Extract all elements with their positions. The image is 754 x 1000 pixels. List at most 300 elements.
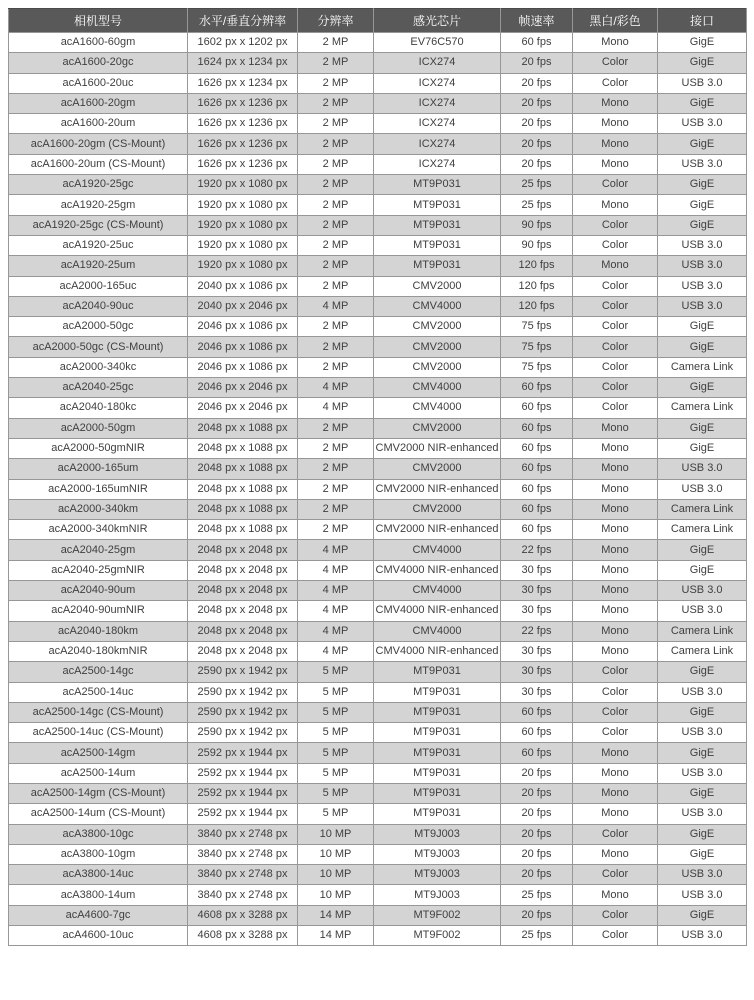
cell-mono-color: Mono	[573, 459, 658, 479]
cell-resolution-px: 1920 px x 1080 px	[188, 215, 298, 235]
table-row	[9, 418, 747, 438]
cell-sensor: CMV4000 NIR-enhanced	[374, 560, 501, 580]
cell-mono-color: Color	[573, 276, 658, 296]
table-row	[9, 93, 747, 113]
cell-sensor: MT9J003	[374, 844, 501, 864]
cell-model: acA1920-25gm	[9, 195, 188, 215]
cell-interface: USB 3.0	[658, 581, 747, 601]
cell-interface: Camera Link	[658, 641, 747, 661]
cell-interface: GigE	[658, 560, 747, 580]
cell-sensor: MT9P031	[374, 804, 501, 824]
cell-model: acA2000-340kmNIR	[9, 520, 188, 540]
cell-frame-rate: 20 fps	[501, 824, 573, 844]
table-row	[9, 520, 747, 540]
table-body	[9, 33, 747, 946]
cell-model: acA2040-90uc	[9, 296, 188, 316]
cell-mono-color: Color	[573, 378, 658, 398]
cell-frame-rate: 22 fps	[501, 621, 573, 641]
cell-interface: USB 3.0	[658, 885, 747, 905]
cell-resolution-px: 2048 px x 1088 px	[188, 438, 298, 458]
cell-sensor: CMV2000	[374, 276, 501, 296]
cell-frame-rate: 120 fps	[501, 256, 573, 276]
cell-interface: GigE	[658, 53, 747, 73]
cell-model: acA2040-25gc	[9, 378, 188, 398]
cell-sensor: CMV2000	[374, 499, 501, 519]
cell-model: acA1600-20uc	[9, 73, 188, 93]
table-row	[9, 73, 747, 93]
cell-mono-color: Mono	[573, 499, 658, 519]
cell-megapixels: 2 MP	[298, 459, 374, 479]
cell-model: acA2000-165umNIR	[9, 479, 188, 499]
cell-resolution-px: 3840 px x 2748 px	[188, 844, 298, 864]
cell-frame-rate: 25 fps	[501, 885, 573, 905]
cell-resolution-px: 1624 px x 1234 px	[188, 53, 298, 73]
cell-model: acA1920-25um	[9, 256, 188, 276]
camera-spec-table	[8, 8, 747, 946]
cell-mono-color: Color	[573, 317, 658, 337]
table-row	[9, 378, 747, 398]
cell-sensor: ICX274	[374, 134, 501, 154]
column-header-sensor: 感光芯片	[374, 9, 501, 33]
cell-interface: USB 3.0	[658, 479, 747, 499]
cell-sensor: MT9J003	[374, 865, 501, 885]
cell-frame-rate: 20 fps	[501, 73, 573, 93]
cell-interface: USB 3.0	[658, 114, 747, 134]
cell-model: acA4600-10uc	[9, 926, 188, 946]
cell-sensor: MT9P031	[374, 175, 501, 195]
cell-resolution-px: 2592 px x 1944 px	[188, 804, 298, 824]
cell-sensor: MT9F002	[374, 926, 501, 946]
cell-interface: Camera Link	[658, 520, 747, 540]
cell-interface: GigE	[658, 743, 747, 763]
cell-frame-rate: 90 fps	[501, 215, 573, 235]
cell-mono-color: Mono	[573, 418, 658, 438]
cell-frame-rate: 20 fps	[501, 53, 573, 73]
cell-model: acA2500-14um	[9, 763, 188, 783]
cell-megapixels: 2 MP	[298, 134, 374, 154]
cell-frame-rate: 20 fps	[501, 763, 573, 783]
cell-interface: USB 3.0	[658, 763, 747, 783]
cell-mono-color: Mono	[573, 581, 658, 601]
cell-mono-color: Mono	[573, 134, 658, 154]
cell-model: acA2040-180kc	[9, 398, 188, 418]
cell-frame-rate: 90 fps	[501, 235, 573, 255]
cell-megapixels: 2 MP	[298, 499, 374, 519]
cell-megapixels: 2 MP	[298, 53, 374, 73]
table-row	[9, 702, 747, 722]
cell-megapixels: 4 MP	[298, 641, 374, 661]
cell-model: acA2000-50gc (CS-Mount)	[9, 337, 188, 357]
column-header-model: 相机型号	[9, 9, 188, 33]
cell-sensor: MT9J003	[374, 885, 501, 905]
cell-interface: GigE	[658, 175, 747, 195]
table-row	[9, 743, 747, 763]
table-row	[9, 53, 747, 73]
table-row	[9, 601, 747, 621]
cell-resolution-px: 1920 px x 1080 px	[188, 175, 298, 195]
table-row	[9, 479, 747, 499]
cell-interface: Camera Link	[658, 621, 747, 641]
cell-megapixels: 2 MP	[298, 256, 374, 276]
cell-model: acA2040-25gmNIR	[9, 560, 188, 580]
cell-model: acA4600-7gc	[9, 905, 188, 925]
cell-resolution-px: 2590 px x 1942 px	[188, 702, 298, 722]
cell-interface: USB 3.0	[658, 865, 747, 885]
cell-resolution-px: 1626 px x 1236 px	[188, 154, 298, 174]
cell-resolution-px: 2592 px x 1944 px	[188, 783, 298, 803]
cell-megapixels: 2 MP	[298, 73, 374, 93]
cell-frame-rate: 20 fps	[501, 154, 573, 174]
cell-resolution-px: 2048 px x 1088 px	[188, 459, 298, 479]
cell-resolution-px: 2048 px x 1088 px	[188, 418, 298, 438]
table-row	[9, 33, 747, 53]
cell-resolution-px: 1920 px x 1080 px	[188, 195, 298, 215]
cell-sensor: MT9P031	[374, 783, 501, 803]
table-row	[9, 134, 747, 154]
cell-model: acA2040-25gm	[9, 540, 188, 560]
cell-mono-color: Color	[573, 73, 658, 93]
cell-interface: USB 3.0	[658, 256, 747, 276]
cell-interface: USB 3.0	[658, 723, 747, 743]
cell-megapixels: 4 MP	[298, 581, 374, 601]
cell-model: acA2000-50gmNIR	[9, 438, 188, 458]
table-row	[9, 641, 747, 661]
cell-resolution-px: 3840 px x 2748 px	[188, 824, 298, 844]
cell-resolution-px: 2590 px x 1942 px	[188, 662, 298, 682]
table-row	[9, 499, 747, 519]
cell-megapixels: 2 MP	[298, 520, 374, 540]
cell-megapixels: 14 MP	[298, 926, 374, 946]
cell-resolution-px: 4608 px x 3288 px	[188, 905, 298, 925]
cell-sensor: CMV2000	[374, 337, 501, 357]
cell-megapixels: 5 MP	[298, 723, 374, 743]
table-row	[9, 215, 747, 235]
cell-model: acA1920-25gc (CS-Mount)	[9, 215, 188, 235]
cell-frame-rate: 30 fps	[501, 641, 573, 661]
cell-resolution-px: 2592 px x 1944 px	[188, 743, 298, 763]
table-row	[9, 154, 747, 174]
cell-sensor: MT9J003	[374, 824, 501, 844]
cell-frame-rate: 30 fps	[501, 560, 573, 580]
cell-resolution-px: 1626 px x 1236 px	[188, 114, 298, 134]
cell-sensor: CMV4000	[374, 378, 501, 398]
cell-model: acA2000-340kc	[9, 357, 188, 377]
table-row	[9, 438, 747, 458]
cell-interface: USB 3.0	[658, 601, 747, 621]
cell-megapixels: 5 MP	[298, 662, 374, 682]
table-row	[9, 235, 747, 255]
cell-interface: Camera Link	[658, 499, 747, 519]
cell-megapixels: 5 MP	[298, 702, 374, 722]
cell-resolution-px: 2046 px x 2046 px	[188, 378, 298, 398]
cell-resolution-px: 1920 px x 1080 px	[188, 256, 298, 276]
cell-mono-color: Color	[573, 682, 658, 702]
cell-frame-rate: 20 fps	[501, 905, 573, 925]
cell-megapixels: 2 MP	[298, 357, 374, 377]
cell-megapixels: 4 MP	[298, 398, 374, 418]
cell-mono-color: Mono	[573, 621, 658, 641]
table-row	[9, 337, 747, 357]
cell-resolution-px: 2048 px x 2048 px	[188, 621, 298, 641]
cell-interface: GigE	[658, 195, 747, 215]
cell-model: acA2500-14um (CS-Mount)	[9, 804, 188, 824]
table-row	[9, 256, 747, 276]
cell-megapixels: 2 MP	[298, 317, 374, 337]
cell-frame-rate: 20 fps	[501, 134, 573, 154]
cell-frame-rate: 60 fps	[501, 479, 573, 499]
cell-sensor: MT9P031	[374, 662, 501, 682]
cell-mono-color: Color	[573, 865, 658, 885]
cell-frame-rate: 120 fps	[501, 296, 573, 316]
cell-megapixels: 2 MP	[298, 479, 374, 499]
cell-interface: USB 3.0	[658, 73, 747, 93]
cell-interface: Camera Link	[658, 357, 747, 377]
table-row	[9, 682, 747, 702]
table-row	[9, 824, 747, 844]
cell-model: acA2040-90umNIR	[9, 601, 188, 621]
cell-frame-rate: 20 fps	[501, 804, 573, 824]
cell-model: acA3800-14uc	[9, 865, 188, 885]
cell-megapixels: 2 MP	[298, 93, 374, 113]
cell-resolution-px: 2040 px x 1086 px	[188, 276, 298, 296]
cell-mono-color: Mono	[573, 783, 658, 803]
cell-mono-color: Mono	[573, 114, 658, 134]
table-row	[9, 357, 747, 377]
cell-frame-rate: 20 fps	[501, 114, 573, 134]
cell-mono-color: Color	[573, 53, 658, 73]
cell-sensor: ICX274	[374, 53, 501, 73]
cell-interface: GigE	[658, 438, 747, 458]
cell-mono-color: Mono	[573, 601, 658, 621]
cell-interface: GigE	[658, 662, 747, 682]
cell-megapixels: 5 MP	[298, 682, 374, 702]
cell-resolution-px: 2590 px x 1942 px	[188, 682, 298, 702]
cell-sensor: ICX274	[374, 154, 501, 174]
cell-model: acA1920-25uc	[9, 235, 188, 255]
cell-mono-color: Mono	[573, 438, 658, 458]
cell-frame-rate: 60 fps	[501, 398, 573, 418]
cell-interface: USB 3.0	[658, 804, 747, 824]
cell-model: acA1600-60gm	[9, 33, 188, 53]
cell-frame-rate: 25 fps	[501, 195, 573, 215]
cell-interface: GigE	[658, 418, 747, 438]
cell-sensor: MT9P031	[374, 763, 501, 783]
cell-interface: Camera Link	[658, 398, 747, 418]
cell-resolution-px: 2048 px x 2048 px	[188, 581, 298, 601]
table-row	[9, 581, 747, 601]
cell-mono-color: Color	[573, 175, 658, 195]
cell-mono-color: Mono	[573, 520, 658, 540]
cell-resolution-px: 2046 px x 1086 px	[188, 317, 298, 337]
cell-mono-color: Mono	[573, 479, 658, 499]
cell-resolution-px: 2046 px x 2046 px	[188, 398, 298, 418]
cell-sensor: ICX274	[374, 73, 501, 93]
cell-megapixels: 5 MP	[298, 743, 374, 763]
cell-sensor: CMV4000	[374, 621, 501, 641]
cell-sensor: ICX274	[374, 114, 501, 134]
cell-resolution-px: 2046 px x 1086 px	[188, 357, 298, 377]
cell-model: acA2500-14gm	[9, 743, 188, 763]
cell-sensor: CMV2000	[374, 357, 501, 377]
cell-mono-color: Color	[573, 905, 658, 925]
cell-megapixels: 2 MP	[298, 175, 374, 195]
cell-model: acA1600-20gm (CS-Mount)	[9, 134, 188, 154]
cell-interface: USB 3.0	[658, 459, 747, 479]
cell-interface: USB 3.0	[658, 296, 747, 316]
cell-model: acA2500-14uc	[9, 682, 188, 702]
cell-megapixels: 2 MP	[298, 195, 374, 215]
cell-interface: USB 3.0	[658, 154, 747, 174]
cell-megapixels: 2 MP	[298, 276, 374, 296]
cell-mono-color: Color	[573, 235, 658, 255]
cell-mono-color: Mono	[573, 743, 658, 763]
cell-interface: GigE	[658, 905, 747, 925]
cell-mono-color: Mono	[573, 641, 658, 661]
column-header-frame-rate: 帧速率	[501, 9, 573, 33]
cell-mono-color: Mono	[573, 256, 658, 276]
cell-mono-color: Mono	[573, 33, 658, 53]
cell-mono-color: Mono	[573, 763, 658, 783]
table-row	[9, 926, 747, 946]
cell-interface: GigE	[658, 337, 747, 357]
cell-model: acA2000-340km	[9, 499, 188, 519]
cell-sensor: CMV2000	[374, 418, 501, 438]
table-row	[9, 540, 747, 560]
cell-sensor: CMV2000	[374, 459, 501, 479]
cell-mono-color: Color	[573, 296, 658, 316]
cell-megapixels: 2 MP	[298, 418, 374, 438]
cell-interface: GigE	[658, 378, 747, 398]
cell-megapixels: 2 MP	[298, 337, 374, 357]
cell-model: acA1600-20um (CS-Mount)	[9, 154, 188, 174]
cell-sensor: CMV4000 NIR-enhanced	[374, 641, 501, 661]
cell-mono-color: Color	[573, 337, 658, 357]
cell-sensor: MT9P031	[374, 235, 501, 255]
cell-model: acA2500-14gm (CS-Mount)	[9, 783, 188, 803]
column-header-megapixels: 分辨率	[298, 9, 374, 33]
cell-frame-rate: 20 fps	[501, 865, 573, 885]
cell-model: acA3800-10gm	[9, 844, 188, 864]
table-row	[9, 763, 747, 783]
cell-frame-rate: 22 fps	[501, 540, 573, 560]
cell-interface: GigE	[658, 783, 747, 803]
cell-frame-rate: 60 fps	[501, 459, 573, 479]
cell-model: acA1600-20gm	[9, 93, 188, 113]
column-header-interface: 接口	[658, 9, 747, 33]
cell-model: acA2000-50gm	[9, 418, 188, 438]
cell-model: acA2500-14gc	[9, 662, 188, 682]
cell-interface: GigE	[658, 844, 747, 864]
cell-mono-color: Color	[573, 824, 658, 844]
table-row	[9, 459, 747, 479]
table-row	[9, 276, 747, 296]
cell-model: acA1920-25gc	[9, 175, 188, 195]
cell-megapixels: 10 MP	[298, 865, 374, 885]
cell-mono-color: Color	[573, 926, 658, 946]
cell-frame-rate: 120 fps	[501, 276, 573, 296]
cell-resolution-px: 2046 px x 1086 px	[188, 337, 298, 357]
cell-frame-rate: 75 fps	[501, 337, 573, 357]
cell-resolution-px: 2048 px x 1088 px	[188, 499, 298, 519]
table-row	[9, 804, 747, 824]
cell-sensor: MT9P031	[374, 702, 501, 722]
cell-megapixels: 4 MP	[298, 601, 374, 621]
cell-megapixels: 4 MP	[298, 540, 374, 560]
cell-mono-color: Mono	[573, 560, 658, 580]
cell-mono-color: Color	[573, 398, 658, 418]
cell-frame-rate: 25 fps	[501, 926, 573, 946]
cell-sensor: CMV4000	[374, 296, 501, 316]
cell-megapixels: 4 MP	[298, 378, 374, 398]
cell-frame-rate: 20 fps	[501, 783, 573, 803]
cell-megapixels: 4 MP	[298, 560, 374, 580]
cell-mono-color: Mono	[573, 804, 658, 824]
cell-sensor: MT9P031	[374, 743, 501, 763]
cell-resolution-px: 2048 px x 1088 px	[188, 520, 298, 540]
cell-mono-color: Mono	[573, 195, 658, 215]
cell-mono-color: Mono	[573, 540, 658, 560]
cell-sensor: CMV4000	[374, 398, 501, 418]
cell-interface: USB 3.0	[658, 276, 747, 296]
table-row	[9, 175, 747, 195]
cell-mono-color: Color	[573, 702, 658, 722]
cell-mono-color: Color	[573, 215, 658, 235]
cell-frame-rate: 75 fps	[501, 357, 573, 377]
cell-resolution-px: 1602 px x 1202 px	[188, 33, 298, 53]
table-row	[9, 723, 747, 743]
column-header-resolution-px: 水平/垂直分辨率	[188, 9, 298, 33]
cell-frame-rate: 30 fps	[501, 682, 573, 702]
cell-model: acA2500-14uc (CS-Mount)	[9, 723, 188, 743]
table-row	[9, 317, 747, 337]
cell-megapixels: 14 MP	[298, 905, 374, 925]
cell-frame-rate: 20 fps	[501, 844, 573, 864]
cell-mono-color: Mono	[573, 93, 658, 113]
cell-interface: USB 3.0	[658, 682, 747, 702]
cell-resolution-px: 2048 px x 2048 px	[188, 601, 298, 621]
cell-resolution-px: 2040 px x 2046 px	[188, 296, 298, 316]
cell-sensor: MT9P031	[374, 682, 501, 702]
table-row	[9, 621, 747, 641]
cell-frame-rate: 60 fps	[501, 438, 573, 458]
cell-frame-rate: 30 fps	[501, 581, 573, 601]
cell-resolution-px: 2048 px x 2048 px	[188, 641, 298, 661]
table-row	[9, 195, 747, 215]
cell-frame-rate: 25 fps	[501, 175, 573, 195]
cell-megapixels: 2 MP	[298, 215, 374, 235]
cell-resolution-px: 4608 px x 3288 px	[188, 926, 298, 946]
cell-model: acA2040-90um	[9, 581, 188, 601]
cell-model: acA2000-165uc	[9, 276, 188, 296]
cell-model: acA2040-180kmNIR	[9, 641, 188, 661]
cell-interface: GigE	[658, 540, 747, 560]
cell-resolution-px: 2590 px x 1942 px	[188, 723, 298, 743]
cell-resolution-px: 2048 px x 2048 px	[188, 540, 298, 560]
table-row	[9, 783, 747, 803]
cell-interface: GigE	[658, 93, 747, 113]
cell-resolution-px: 1626 px x 1236 px	[188, 134, 298, 154]
cell-megapixels: 5 MP	[298, 804, 374, 824]
table-row	[9, 662, 747, 682]
cell-resolution-px: 1920 px x 1080 px	[188, 235, 298, 255]
cell-resolution-px: 2048 px x 2048 px	[188, 560, 298, 580]
cell-megapixels: 2 MP	[298, 114, 374, 134]
table-row	[9, 398, 747, 418]
cell-interface: USB 3.0	[658, 926, 747, 946]
cell-frame-rate: 75 fps	[501, 317, 573, 337]
cell-mono-color: Color	[573, 662, 658, 682]
cell-sensor: ICX274	[374, 93, 501, 113]
